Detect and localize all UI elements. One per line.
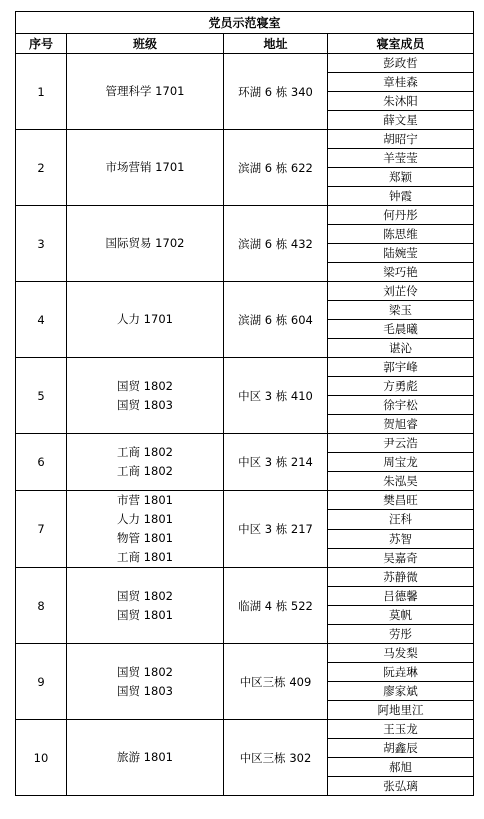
table-row	[16, 491, 474, 510]
class-name: 旅游 1801	[117, 750, 173, 764]
member-name: 莫帆	[328, 606, 474, 625]
address-cell: 中区 3 栋 410	[224, 358, 328, 434]
room-number: 1	[16, 54, 67, 130]
member-name: 羊莹莹	[328, 149, 474, 168]
class-cell	[67, 282, 224, 358]
room-number: 3	[16, 206, 67, 282]
member-name: 郑颖	[328, 168, 474, 187]
member-name: 贺旭睿	[328, 415, 474, 434]
class-name: 国贸 1802	[117, 588, 173, 603]
header-members: 寝室成员	[328, 34, 474, 54]
table-row	[16, 644, 474, 663]
dorm-table	[15, 11, 474, 796]
member-name: 梁玉	[328, 301, 474, 320]
room-number: 8	[16, 568, 67, 644]
member-name: 周宝龙	[328, 453, 474, 472]
member-name: 梁巧艳	[328, 263, 474, 282]
class-cell	[67, 568, 224, 644]
table-title: 党员示范寝室	[16, 12, 474, 34]
class-name: 国贸 1802	[117, 378, 173, 393]
member-name: 刘芷伶	[328, 282, 474, 301]
member-name: 方勇彪	[328, 377, 474, 396]
room-number: 4	[16, 282, 67, 358]
class-name: 国贸 1801	[117, 607, 173, 622]
member-name: 彭政哲	[328, 54, 474, 73]
member-name: 胡昭宁	[328, 130, 474, 149]
class-cell	[67, 130, 224, 206]
table-row	[16, 54, 474, 73]
class-name: 管理科学 1701	[105, 84, 185, 98]
address-cell: 环湖 6 栋 340	[224, 54, 328, 130]
class-name: 工商 1802	[117, 464, 173, 478]
member-name: 薛文星	[328, 111, 474, 130]
member-name: 苏静微	[328, 568, 474, 587]
member-name: 陈思维	[328, 225, 474, 244]
member-name: 张弘璃	[328, 777, 474, 796]
header-no: 序号	[16, 34, 67, 54]
class-name: 国贸 1803	[117, 397, 173, 412]
member-name: 毛晨曦	[328, 320, 474, 339]
table-row	[16, 568, 474, 587]
address-cell: 滨湖 6 栋 432	[224, 206, 328, 282]
member-name: 谌沁	[328, 339, 474, 358]
class-name: 市场营销 1701	[105, 160, 185, 174]
table-row	[16, 282, 474, 301]
room-number: 5	[16, 358, 67, 434]
table-row	[16, 130, 474, 149]
class-cell	[67, 54, 224, 130]
class-cell	[67, 644, 224, 720]
member-name: 吕德馨	[328, 587, 474, 606]
class-cell	[67, 434, 224, 491]
member-name: 徐宇松	[328, 396, 474, 415]
class-name: 工商 1801	[117, 550, 173, 564]
class-name: 国际贸易 1702	[105, 236, 185, 250]
class-name: 人力 1701	[117, 312, 173, 326]
address-cell: 中区三栋 409	[224, 644, 328, 720]
header-address: 地址	[224, 34, 328, 54]
header-class: 班级	[67, 34, 224, 54]
table-row	[16, 720, 474, 739]
class-name: 物管 1801	[117, 531, 173, 545]
table-row	[16, 434, 474, 453]
table-row	[16, 358, 474, 377]
member-name: 章桂森	[328, 73, 474, 92]
address-cell: 滨湖 6 栋 622	[224, 130, 328, 206]
address-cell: 中区 3 栋 217	[224, 491, 328, 568]
room-number: 10	[16, 720, 67, 796]
class-name: 人力 1801	[117, 512, 173, 526]
address-cell: 中区三栋 302	[224, 720, 328, 796]
class-name: 国贸 1802	[117, 664, 173, 679]
member-name: 钟霞	[328, 187, 474, 206]
member-name: 郝旭	[328, 758, 474, 777]
member-name: 汪科	[328, 510, 474, 529]
class-cell	[67, 358, 224, 434]
class-cell	[67, 206, 224, 282]
member-name: 苏智	[328, 529, 474, 548]
room-number: 7	[16, 491, 67, 568]
address-cell: 中区 3 栋 214	[224, 434, 328, 491]
member-name: 樊昌旺	[328, 491, 474, 510]
member-name: 郭宇峰	[328, 358, 474, 377]
address-cell: 滨湖 6 栋 604	[224, 282, 328, 358]
member-name: 吴嘉奇	[328, 548, 474, 567]
member-name: 劳彤	[328, 625, 474, 644]
member-name: 王玉龙	[328, 720, 474, 739]
table-row	[16, 206, 474, 225]
member-name: 马发梨	[328, 644, 474, 663]
address-cell: 临湖 4 栋 522	[224, 568, 328, 644]
member-name: 阿地里江	[328, 701, 474, 720]
class-cell	[67, 491, 224, 568]
room-number: 9	[16, 644, 67, 720]
class-cell	[67, 720, 224, 796]
class-name: 国贸 1803	[117, 683, 173, 698]
member-name: 胡鑫辰	[328, 739, 474, 758]
class-name: 工商 1802	[117, 445, 173, 459]
class-name: 市营 1801	[117, 493, 173, 507]
member-name: 朱泓昊	[328, 472, 474, 491]
room-number: 2	[16, 130, 67, 206]
member-name: 阮垚琳	[328, 663, 474, 682]
room-number: 6	[16, 434, 67, 491]
member-name: 何丹彤	[328, 206, 474, 225]
member-name: 朱沐阳	[328, 92, 474, 111]
member-name: 廖家斌	[328, 682, 474, 701]
dorm-sheet	[15, 11, 474, 796]
member-name: 陆婉莹	[328, 244, 474, 263]
member-name: 尹云浩	[328, 434, 474, 453]
